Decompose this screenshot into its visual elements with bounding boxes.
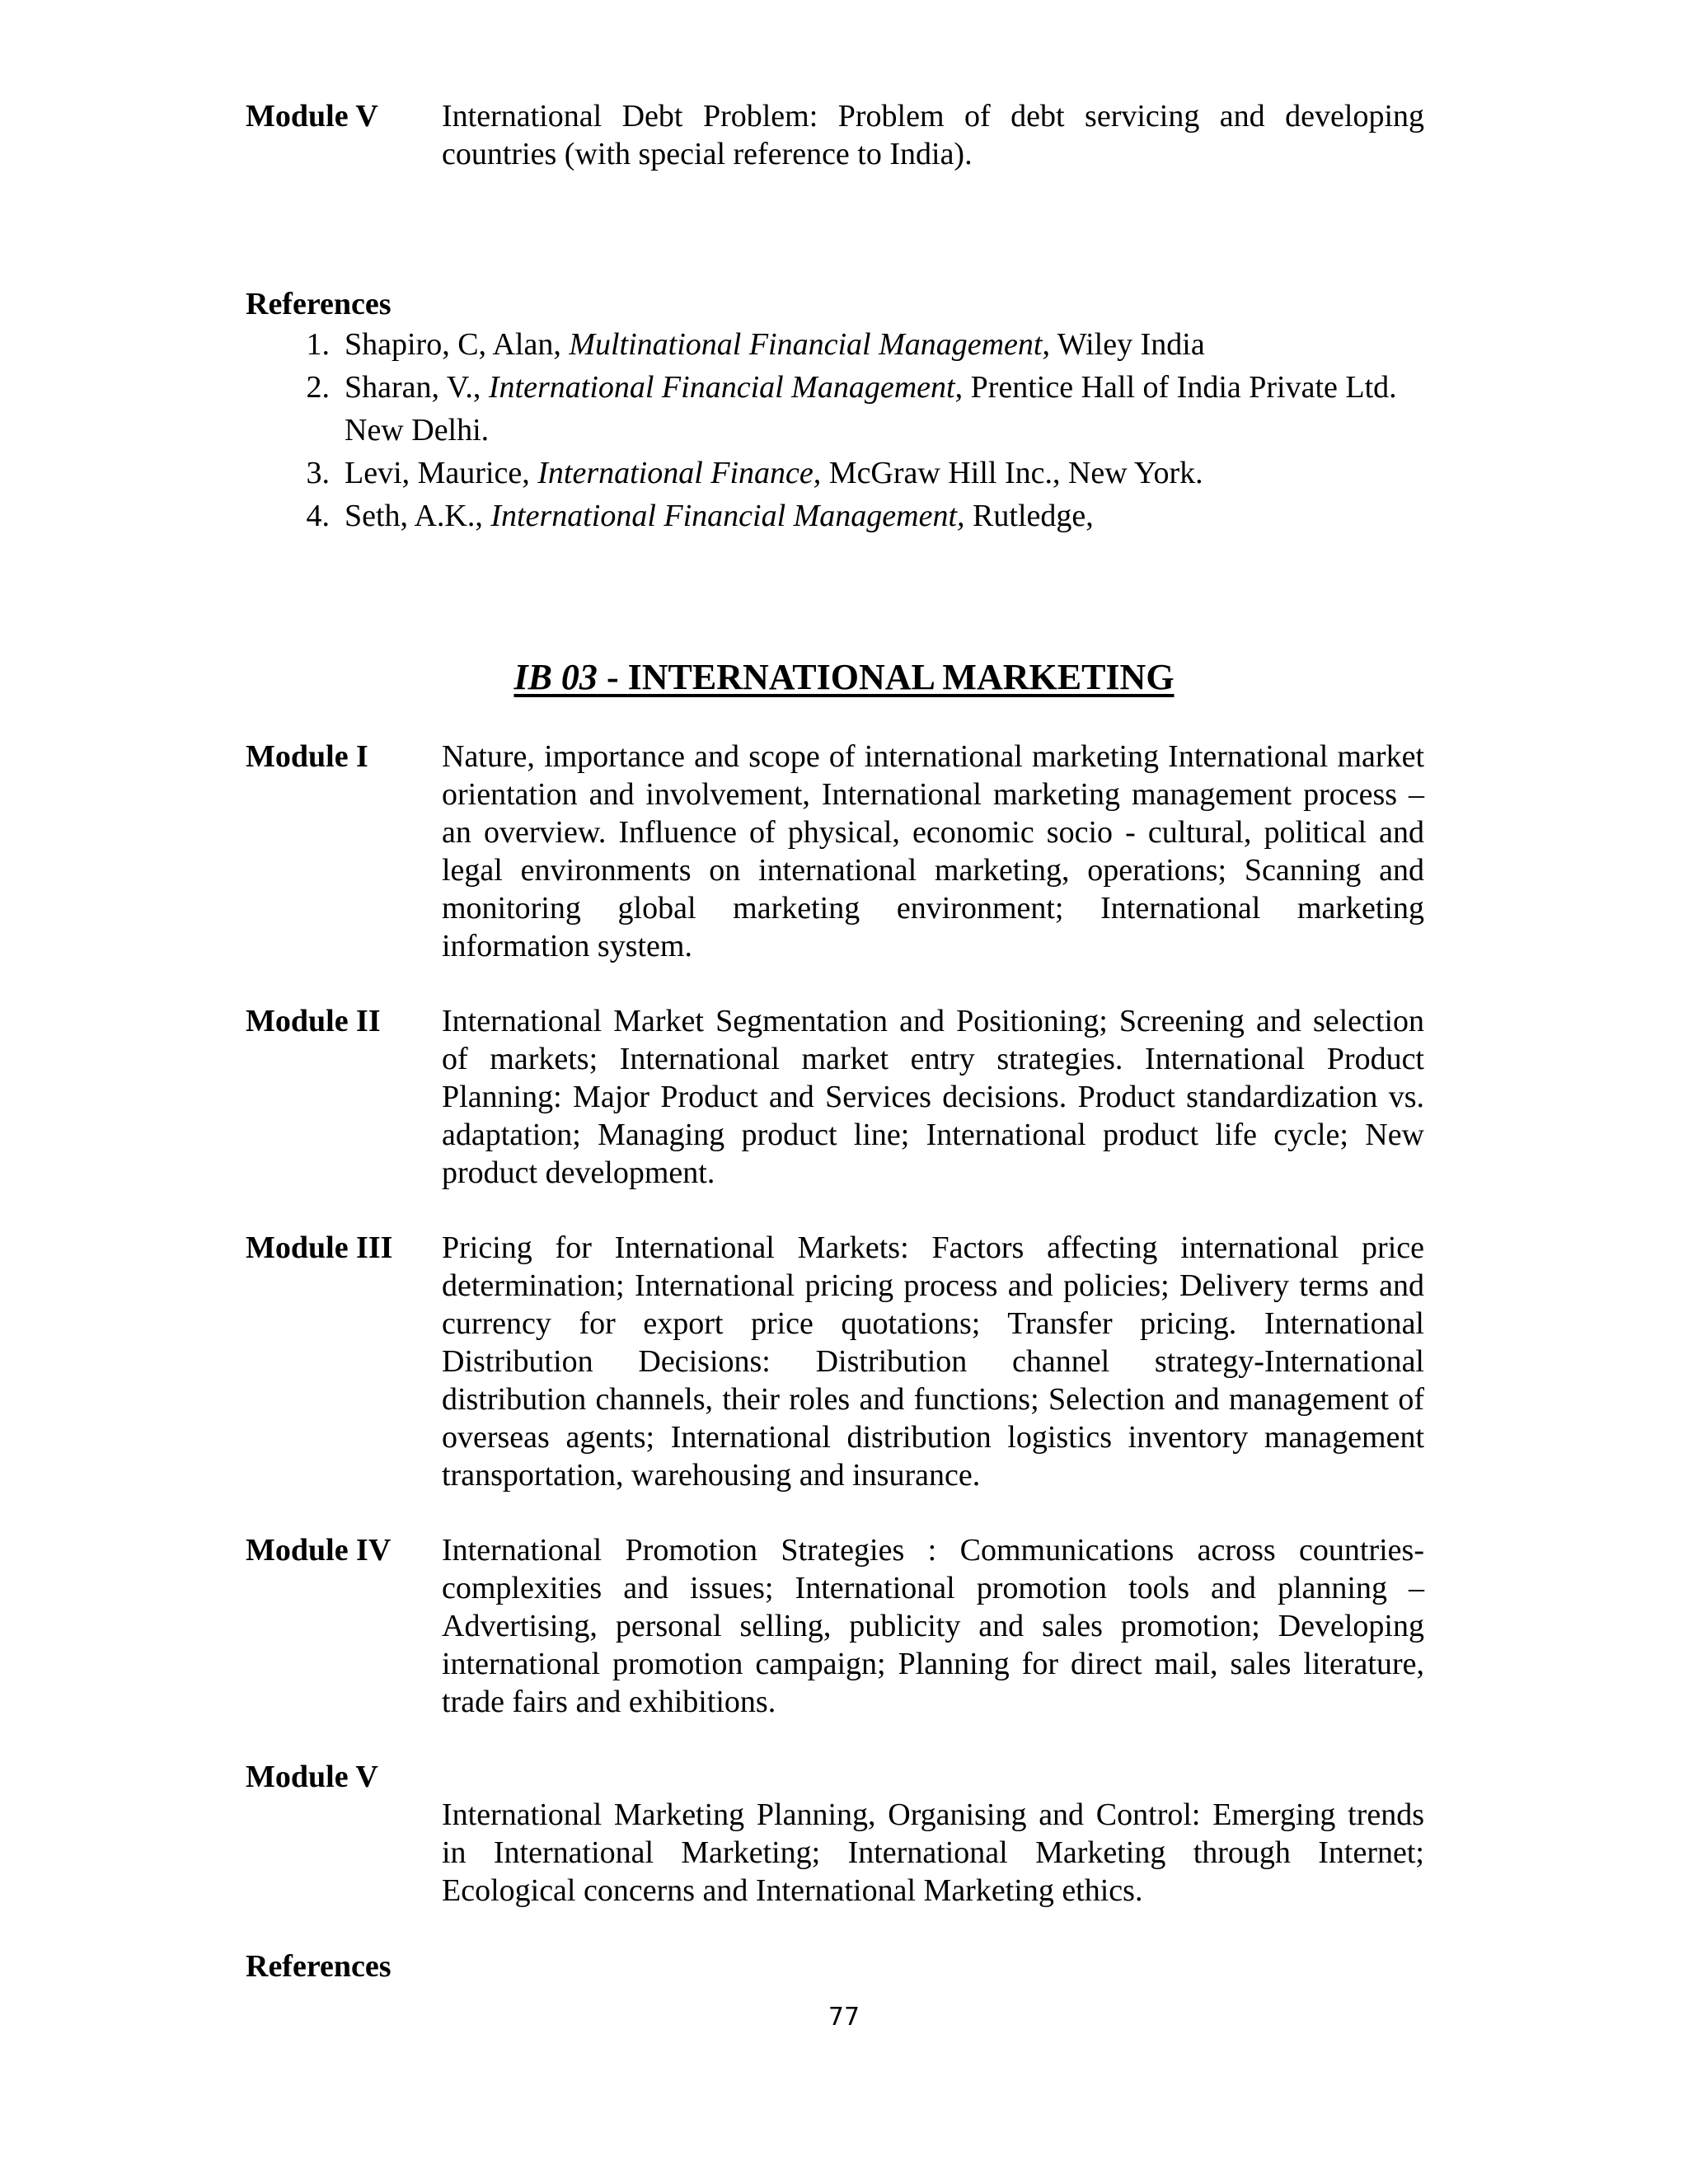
reference-author: Shapiro, C, Alan, — [345, 327, 570, 362]
references-heading-2: References — [246, 1949, 392, 1984]
module-description: Nature, importance and scope of international marketing International market orientation and involvement, International marketing management process – an overview. Influence of physical, economic socio - cultural, political and legal environments on international marketing, operations; Scanning and monitoring global marketing environment; International marketing information system. — [442, 739, 1424, 963]
reference-number: 1. — [306, 327, 330, 362]
module-description: Pricing for International Markets: Factors affecting international price determination; International pricing process and policies; Delivery terms and currency for export price quotations; Transfer pricing. International Distribution Decisions: Distribution channel strategy-International distribution channels, their roles and functions; Selection and management of overseas agents; International distribution logistics inventory management transportation, warehousing and insurance. — [442, 1230, 1424, 1493]
reference-number: 2. — [306, 370, 330, 405]
module-label: Module V — [246, 1760, 378, 1794]
course-code: IB 03 — [513, 657, 598, 697]
reference-publisher: , Wiley India — [1042, 327, 1205, 362]
module-label: Module V — [246, 99, 378, 134]
reference-publisher: Rutledge, — [964, 499, 1094, 533]
module-label: Module II — [246, 1004, 381, 1038]
reference-item — [288, 366, 1416, 452]
reference-item — [288, 323, 1442, 366]
references-heading-1: References — [246, 287, 392, 321]
module-v-debt-section — [246, 97, 1424, 180]
reference-item — [288, 452, 1442, 494]
reference-publisher: , Prentice Hall of India Private Ltd. New Delhi. — [345, 370, 1397, 448]
module-description: International Market Segmentation and Positioning; Screening and selection of markets; International market entry strategies. International Product Planning: Major Product and Services decisions. Product standardization vs. adaptation; Managing product line; International product life cycle; New product development. — [442, 1004, 1424, 1190]
reference-title: International Financial Management, — [490, 499, 965, 533]
references-list-1 — [288, 323, 1442, 537]
reference-author: Seth, A.K., — [345, 499, 491, 533]
module-description: International Debt Problem: Problem of debt servicing and developing countries (with special reference to India). — [442, 99, 1424, 171]
reference-title: Multinational Financial Management — [569, 327, 1043, 362]
reference-author: Sharan, V., — [345, 370, 489, 405]
module-label: Module I — [246, 739, 368, 774]
module-description: International Promotion Strategies : Communications across countries-complexities and issues; International promotion tools and planning – Advertising, personal selling, publicity and sales promotion; Developing international promotion campaign; Planning for direct mail, sales literature, trade fairs and exhibitions. — [442, 1533, 1424, 1719]
reference-author: Levi, Maurice, — [345, 456, 538, 490]
module-label: Module III — [246, 1230, 393, 1265]
page-number: 77 — [828, 2003, 860, 2032]
reference-title: International Financial Management — [488, 370, 955, 405]
reference-publisher: McGraw Hill Inc., New York. — [821, 456, 1203, 490]
course-title — [0, 655, 1688, 700]
course-name: INTERNATIONAL MARKETING — [627, 657, 1175, 697]
reference-number: 3. — [306, 456, 330, 490]
reference-number: 4. — [306, 499, 330, 533]
reference-title: International Finance, — [537, 456, 822, 490]
course-title-separator: - — [597, 657, 628, 697]
reference-item — [288, 494, 1442, 537]
module-label: Module IV — [246, 1533, 392, 1568]
module-description: International Marketing Planning, Organising and Control: Emerging trends in International Marketing; International Marketing through Internet; Ecological concerns and International Marketing ethics. — [442, 1797, 1424, 1908]
